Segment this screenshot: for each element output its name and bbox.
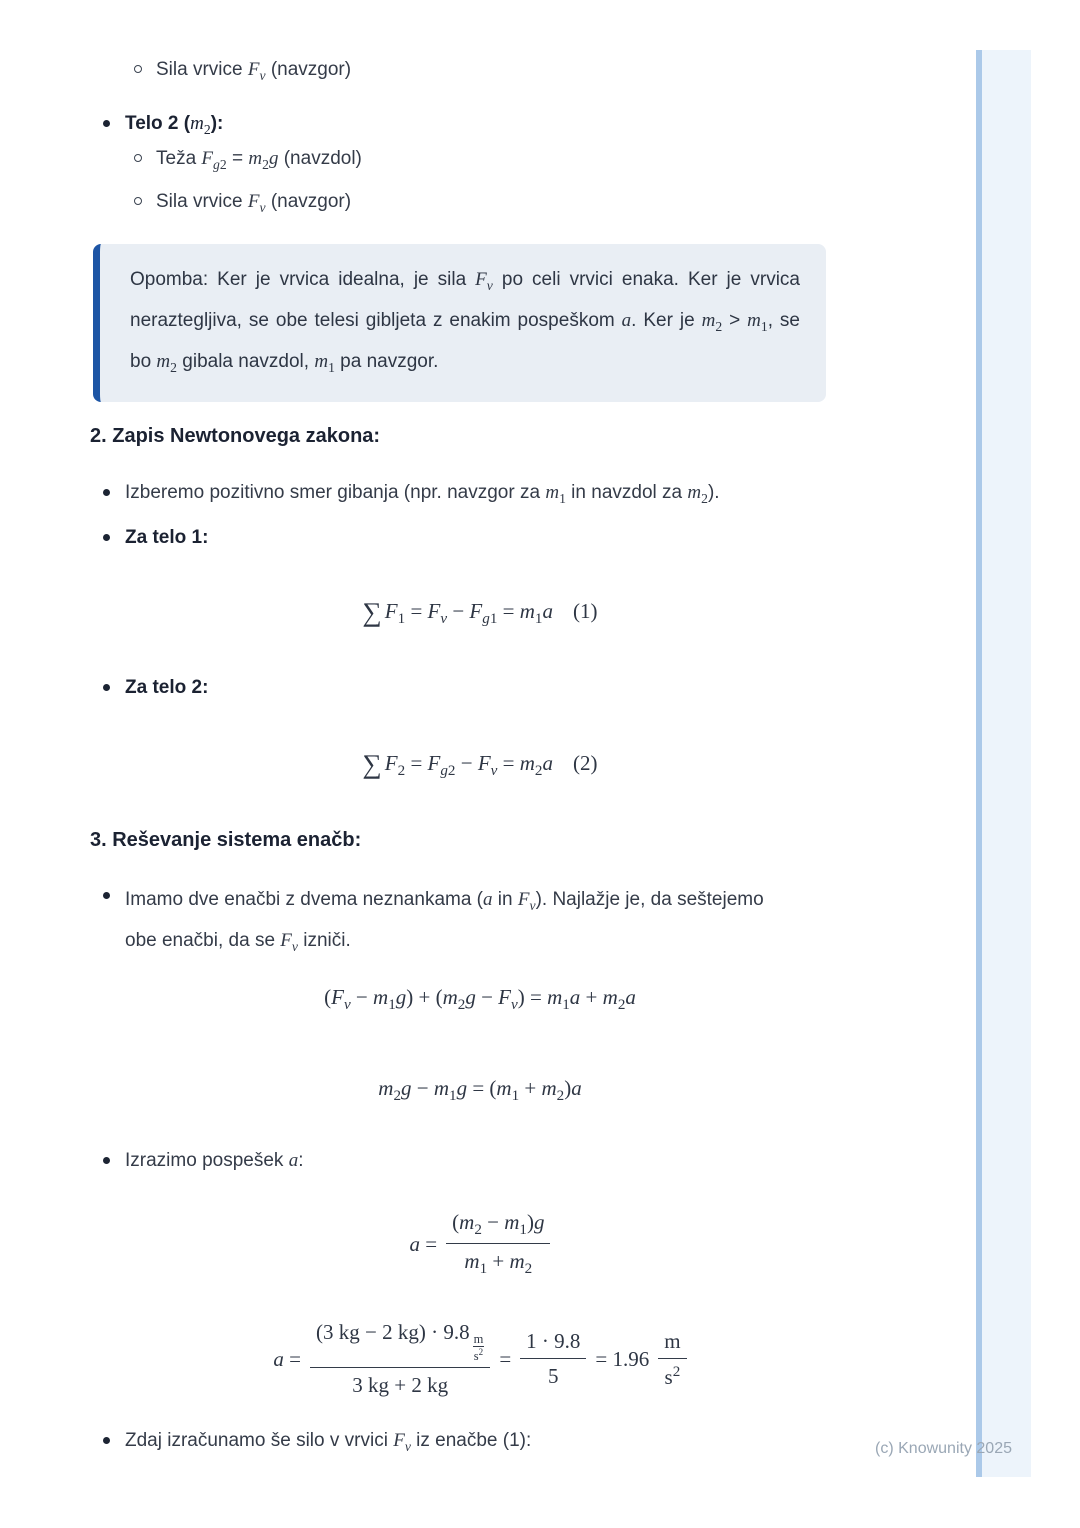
sub-bullet-item [90,188,870,221]
bullet-icon [103,534,110,541]
sub-bullet-item [90,56,870,89]
bullet-item [90,1147,870,1174]
circle-bullet-icon [134,197,142,205]
circle-bullet-icon [134,154,142,162]
bullet-item [90,524,870,551]
bullet-icon [103,1157,110,1164]
equation-2-body: ∑ $F_2 = F_{g2} - F_v = m_2a$ [362,749,553,780]
sub-bullet-text: Sila vrvice $F_v$ (navzgor) [156,59,352,83]
equation-2-label: (2) [572,751,598,775]
bullet-text: Izrazimo pospešek a: [125,1150,304,1171]
bullet-item [90,1427,870,1460]
equation-2 [90,749,870,780]
fraction [520,1329,586,1389]
bullet-item [90,110,870,143]
bullet-icon [103,489,110,496]
equation-1-label: (1) [572,599,598,623]
bullet-text: Za telo 2: [125,677,209,698]
equation-1 [90,597,870,628]
equation-numeric [90,1320,870,1398]
section-heading-2: 2. Zapis Newtonovega zakona: [90,425,381,447]
document-content [90,0,870,1528]
fraction-denominator: 5 [548,1364,559,1389]
fraction-denominator: $s^2$ [664,1363,681,1389]
circle-bullet-icon [134,65,142,73]
equation-1-body: ∑ $F_1 = F_v - F_{g1} = m_1a$ [362,597,553,628]
equation-acceleration [90,1210,870,1278]
sub-bullet-text: Sila vrvice $F_v$ (navzgor) [156,191,352,215]
equation-sum: $(F_v - m_1g) + (m_2g - F_v) = m_1a + m_2a$ [324,985,636,1014]
fraction-denominator: 3 kg + 2 kg [352,1373,449,1398]
page-edge-highlight [976,50,1031,1477]
fraction-numerator: 1 · 9.8 [520,1329,586,1359]
bullet-text: Telo 2 $(m_2)$: [125,113,224,137]
bullet-text: Za telo 1: [125,527,209,548]
bullet-text: Imamo dve enačbi z dvema neznankama (a in $F_v$). Najlažje je, da seštejemo obe enačbi, da se $F_v$ izniči. [125,889,764,954]
note-callout: Opomba: Ker je vrvica idealna, je sila $F_v$ po celi vrvici enaka. Ker je vrvica neraztegljiva, se obe telesi gibljeta z enakim pospeškom a. Ker je $m_2 > m_1$, se bo $m_2$ gibala navzdol, $m_1$ pa navzgor. [93,244,826,402]
bullet-icon [103,120,110,127]
fraction [446,1210,550,1278]
unit-fraction [658,1329,686,1390]
bullet-text: Izberemo pozitivno smer gibanja (npr. navzgor za $m_1$ in navzdol za $m_2$). [125,482,720,506]
fraction-numerator: m [658,1329,686,1359]
bullet-item [90,674,870,701]
bullet-icon [103,892,110,899]
bullet-item [90,479,870,512]
equation-simplified: $m_2g - m_1g = (m_1 + m_2)a$ [378,1076,582,1105]
section-heading-3: 3. Reševanje sistema enačb: [90,829,362,851]
equals-result: = 1.96 [595,1346,650,1371]
sub-bullet-item [90,145,870,178]
equation-lhs: a = [273,1346,301,1371]
bullet-text: Zdaj izračunamo še silo v vrvici $F_v$ iz enačbe (1): [125,1430,532,1454]
fraction-denominator: $m_1 + m_2$ [464,1249,533,1278]
fraction [310,1320,490,1398]
equation-lhs: a = [409,1231,438,1256]
bullet-icon [103,684,110,691]
copyright-watermark: (c) Knowunity 2025 [875,1440,1012,1457]
bullet-item [90,882,870,964]
fraction-numerator: (3 kg − 2 kg) · 9.8 $\frac{m}{s^2}$ [310,1320,490,1368]
sub-bullet-text: Teža $F_{g2} = m_2g$ (navzdol) [156,148,362,172]
bullet-icon [103,1437,110,1444]
equals-sign: = [499,1346,512,1371]
fraction-numerator: $(m_2 - m_1)g$ [446,1210,550,1244]
